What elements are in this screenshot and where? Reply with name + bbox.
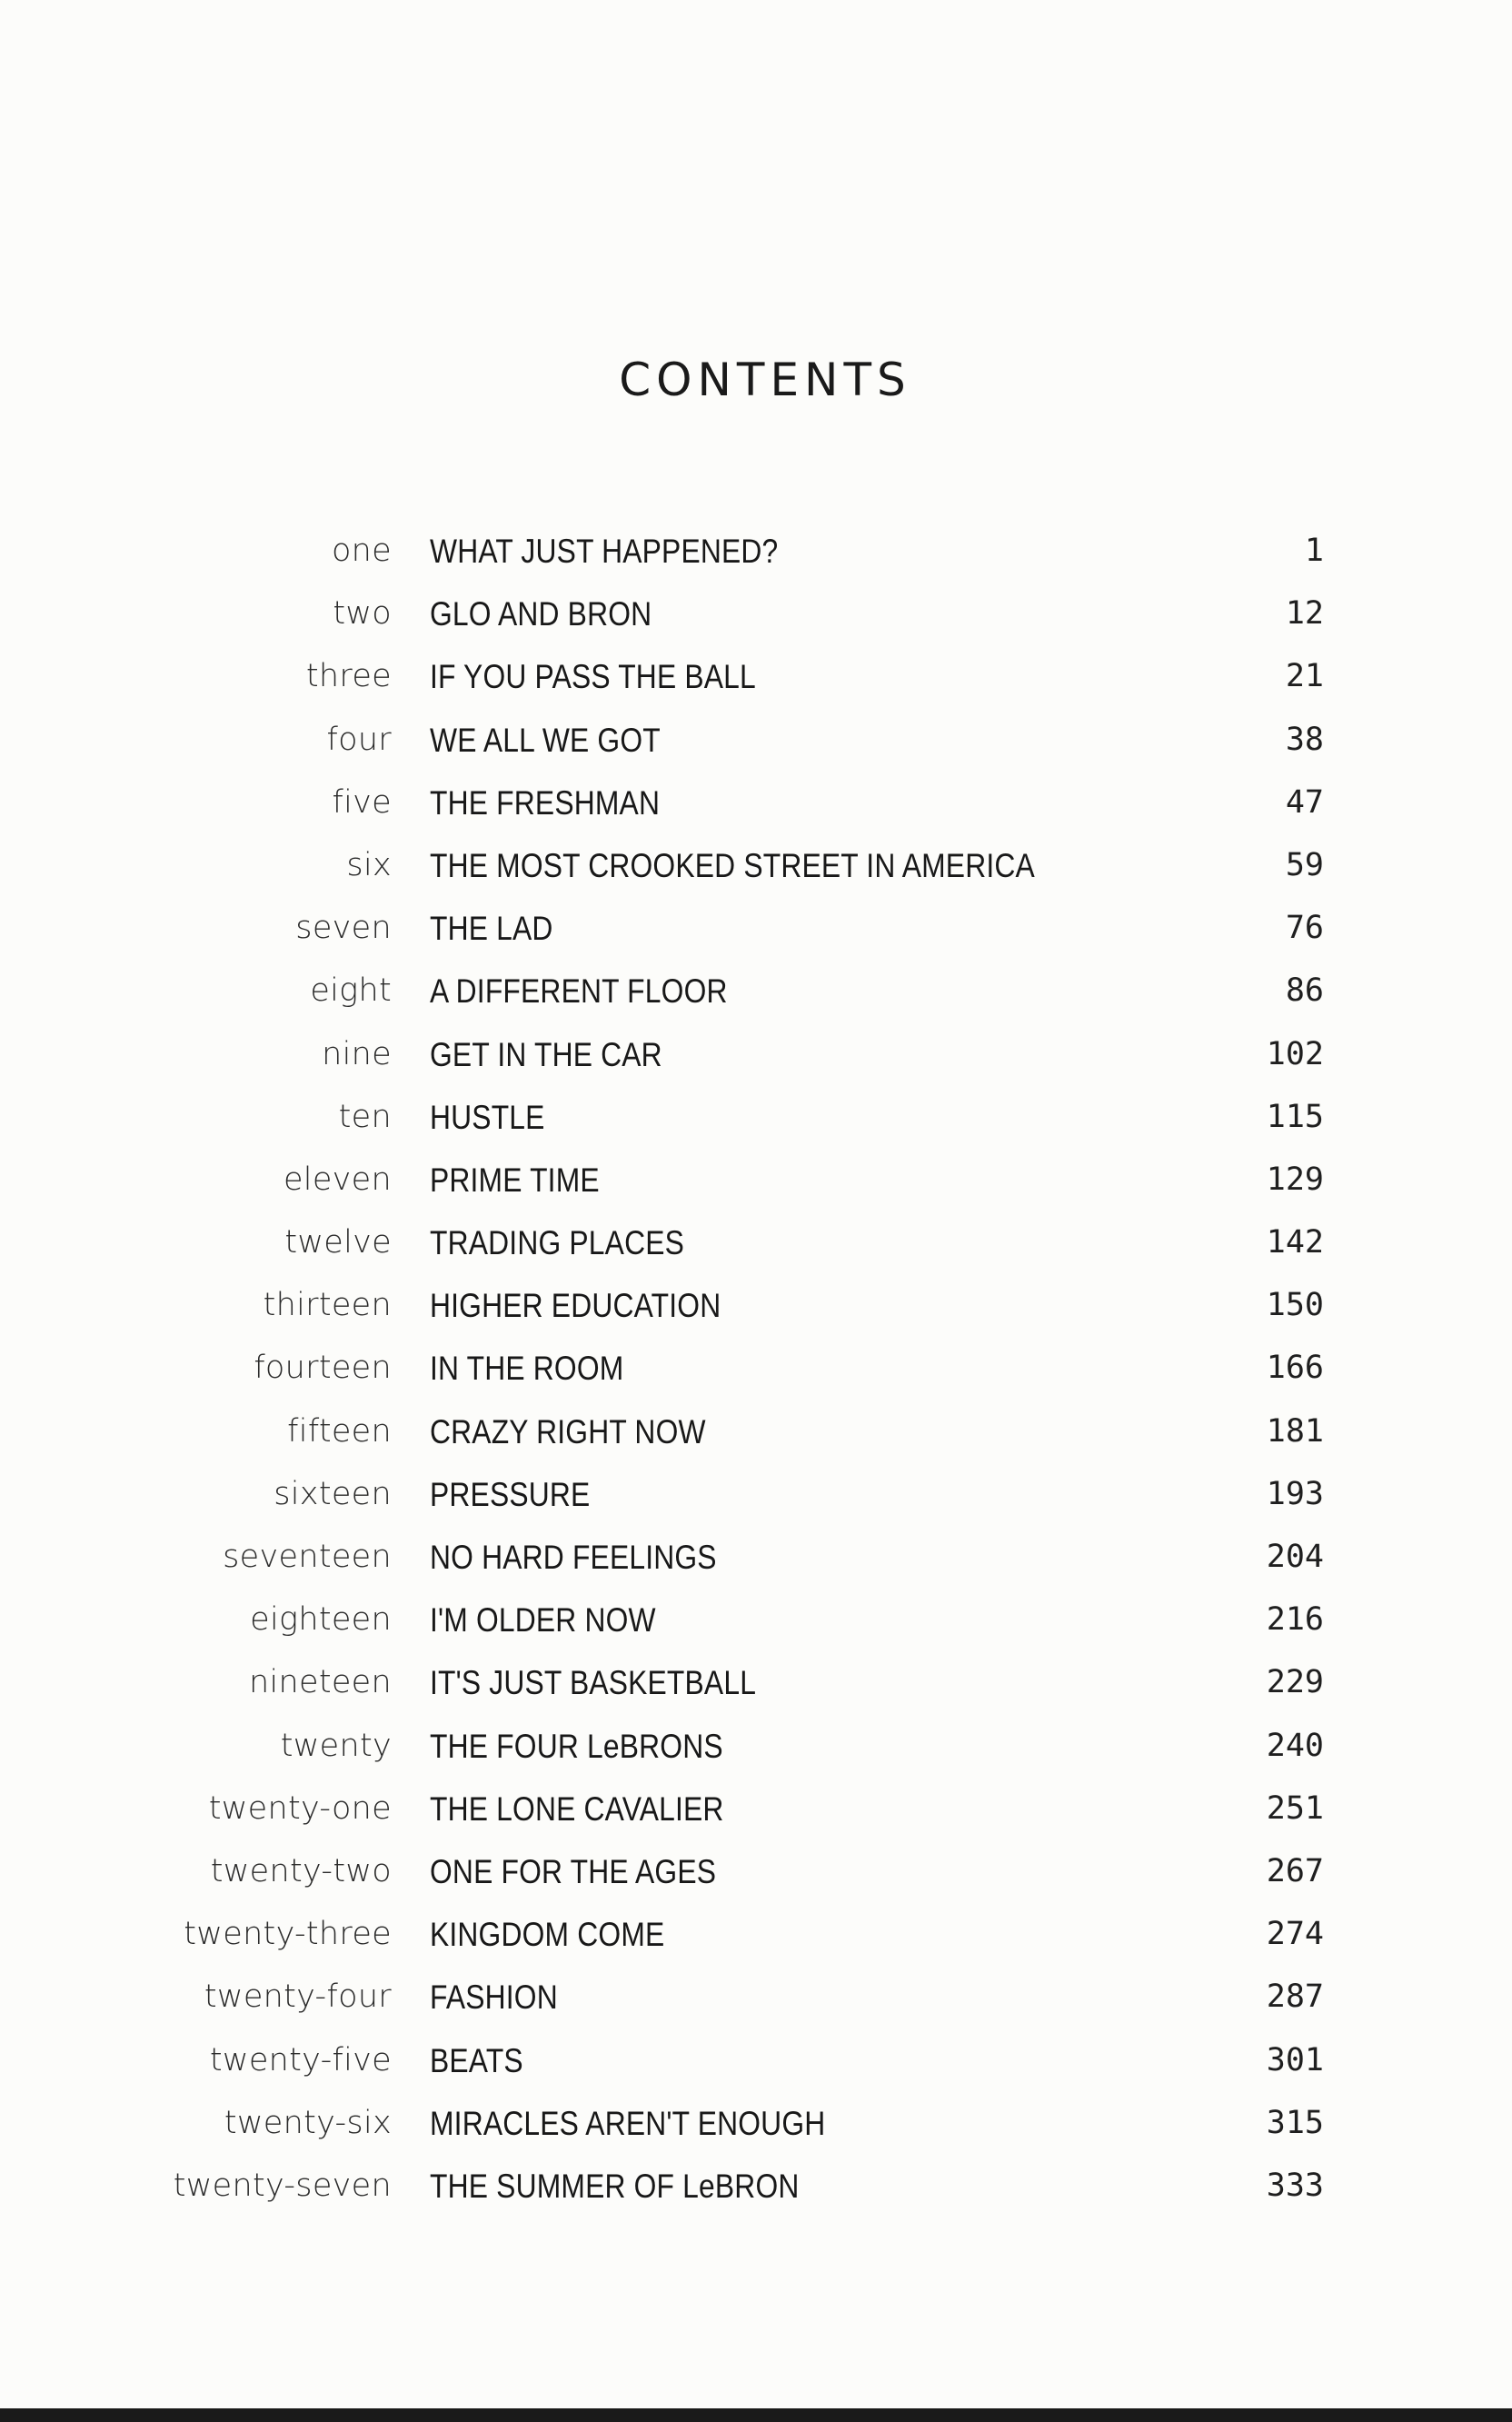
chapter-title: IT'S JUST BASKETBALL: [430, 1664, 757, 1702]
chapter-number: fifteen: [287, 1412, 392, 1450]
chapter-number: twenty-six: [224, 2104, 392, 2141]
toc-entry: [0, 1463, 1512, 1526]
chapter-number: twenty-seven: [173, 2167, 392, 2204]
chapter-number: twenty: [280, 1727, 392, 1764]
chapter-title: GET IN THE CAR: [430, 1035, 662, 1073]
chapter-number: one: [331, 533, 392, 569]
page-title: CONTENTS: [619, 354, 911, 406]
chapter-page-number: 115: [1266, 1098, 1324, 1135]
chapter-title: THE FOUR LeBRONS: [430, 1727, 723, 1765]
toc-entry: [0, 1526, 1512, 1589]
chapter-page-number: 59: [1285, 846, 1324, 883]
chapter-title: CRAZY RIGHT NOW: [430, 1412, 706, 1450]
chapter-number: thirteen: [263, 1287, 392, 1324]
chapter-page-number: 21: [1285, 658, 1324, 695]
chapter-number: nine: [322, 1035, 392, 1072]
toc-entry: [0, 1274, 1512, 1337]
toc-entry: [0, 1651, 1512, 1714]
chapter-page-number: 301: [1266, 2041, 1324, 2078]
chapter-page-number: 38: [1285, 721, 1324, 758]
chapter-number: eighteen: [250, 1601, 392, 1639]
toc-entry: [0, 1903, 1512, 1966]
toc-entry: [0, 772, 1512, 834]
chapter-title: A DIFFERENT FLOOR: [430, 972, 728, 1011]
chapter-number: nineteen: [249, 1664, 392, 1701]
toc-entry: [0, 1966, 1512, 2028]
chapter-page-number: 142: [1266, 1224, 1324, 1261]
chapter-title: FASHION: [430, 1978, 558, 2017]
chapter-number: two: [333, 595, 392, 633]
chapter-page-number: 1: [1304, 533, 1324, 569]
chapter-number: twenty-five: [209, 2041, 392, 2078]
chapter-title: PRIME TIME: [430, 1161, 600, 1199]
chapter-title: KINGDOM COME: [430, 1916, 665, 1954]
toc-entry: [0, 2155, 1512, 2218]
chapter-page-number: 166: [1266, 1350, 1324, 1387]
toc-entry: [0, 1400, 1512, 1463]
chapter-number: fourteen: [254, 1350, 392, 1387]
chapter-page-number: 315: [1266, 2104, 1324, 2141]
page-edge-shadow: [0, 2408, 1512, 2422]
chapter-title: BEATS: [430, 2041, 523, 2079]
chapter-page-number: 193: [1266, 1475, 1324, 1512]
toc-entry: [0, 1211, 1512, 1274]
chapter-page-number: 287: [1266, 1978, 1324, 2016]
chapter-number: twenty-one: [208, 1789, 392, 1827]
chapter-page-number: 129: [1266, 1161, 1324, 1198]
toc-entry: [0, 1337, 1512, 1400]
chapter-title: NO HARD FEELINGS: [430, 1539, 717, 1576]
chapter-title: MIRACLES AREN'T ENOUGH: [430, 2104, 826, 2142]
chapter-page-number: 240: [1266, 1727, 1324, 1764]
toc-entry: [0, 520, 1512, 583]
chapter-title: IN THE ROOM: [430, 1350, 624, 1388]
toc-entry: [0, 1589, 1512, 1651]
toc-entry: [0, 709, 1512, 772]
chapter-number: six: [346, 846, 392, 883]
chapter-number: eight: [310, 972, 392, 1010]
chapter-number: twenty-four: [204, 1978, 392, 2016]
chapter-page-number: 333: [1266, 2167, 1324, 2204]
chapter-page-number: 150: [1266, 1287, 1324, 1324]
chapter-title: HUSTLE: [430, 1098, 545, 1136]
toc-entry: [0, 1023, 1512, 1086]
chapter-page-number: 267: [1266, 1852, 1324, 1889]
toc-entry: [0, 645, 1512, 708]
chapter-number: five: [332, 783, 392, 821]
toc-entry: [0, 1840, 1512, 1903]
chapter-title: I'M OLDER NOW: [430, 1601, 656, 1640]
chapter-page-number: 216: [1266, 1601, 1324, 1639]
chapter-number: twenty-two: [210, 1852, 392, 1889]
toc-entry: [0, 834, 1512, 897]
toc-entry: [0, 1715, 1512, 1778]
chapter-title: PRESSURE: [430, 1475, 591, 1513]
chapter-title: THE LONE CAVALIER: [430, 1789, 724, 1828]
chapter-page-number: 204: [1266, 1539, 1324, 1575]
chapter-number: twelve: [284, 1224, 392, 1261]
chapter-page-number: 76: [1285, 910, 1324, 947]
toc-entry: [0, 2092, 1512, 2155]
toc-entry: [0, 897, 1512, 960]
chapter-title: THE SUMMER OF LeBRON: [430, 2167, 800, 2205]
chapter-number: ten: [338, 1098, 392, 1135]
toc-entry: [0, 2029, 1512, 2092]
chapter-title: THE LAD: [430, 910, 553, 948]
chapter-page-number: 229: [1266, 1664, 1324, 1701]
toc-entry: [0, 1778, 1512, 1840]
toc-entry: [0, 1149, 1512, 1211]
toc-entry: [0, 960, 1512, 1022]
chapter-number: four: [326, 721, 392, 758]
chapter-number: twenty-three: [184, 1916, 392, 1953]
chapter-title: HIGHER EDUCATION: [430, 1287, 721, 1325]
chapter-page-number: 181: [1266, 1412, 1324, 1450]
chapter-title: THE MOST CROOKED STREET IN AMERICA: [430, 846, 1035, 884]
chapter-page-number: 12: [1285, 595, 1324, 633]
toc-entry: [0, 583, 1512, 645]
chapter-title: WHAT JUST HAPPENED?: [430, 533, 779, 570]
chapter-page-number: 102: [1266, 1035, 1324, 1072]
chapter-page-number: 47: [1285, 783, 1324, 821]
toc-entry: [0, 1086, 1512, 1149]
chapter-title: GLO AND BRON: [430, 595, 652, 633]
chapter-number: seventeen: [223, 1539, 392, 1575]
chapter-title: TRADING PLACES: [430, 1224, 685, 1262]
chapter-page-number: 274: [1266, 1916, 1324, 1953]
chapter-page-number: 86: [1285, 972, 1324, 1010]
chapter-number: three: [305, 658, 392, 695]
chapter-title: THE FRESHMAN: [430, 783, 661, 822]
chapter-title: WE ALL WE GOT: [430, 721, 661, 759]
chapter-page-number: 251: [1266, 1789, 1324, 1827]
chapter-number: seven: [295, 910, 392, 947]
chapter-number: sixteen: [274, 1475, 392, 1512]
table-of-contents: [0, 520, 1512, 2218]
chapter-number: eleven: [283, 1161, 392, 1198]
chapter-title: ONE FOR THE AGES: [430, 1852, 717, 1890]
chapter-title: IF YOU PASS THE BALL: [430, 658, 756, 696]
